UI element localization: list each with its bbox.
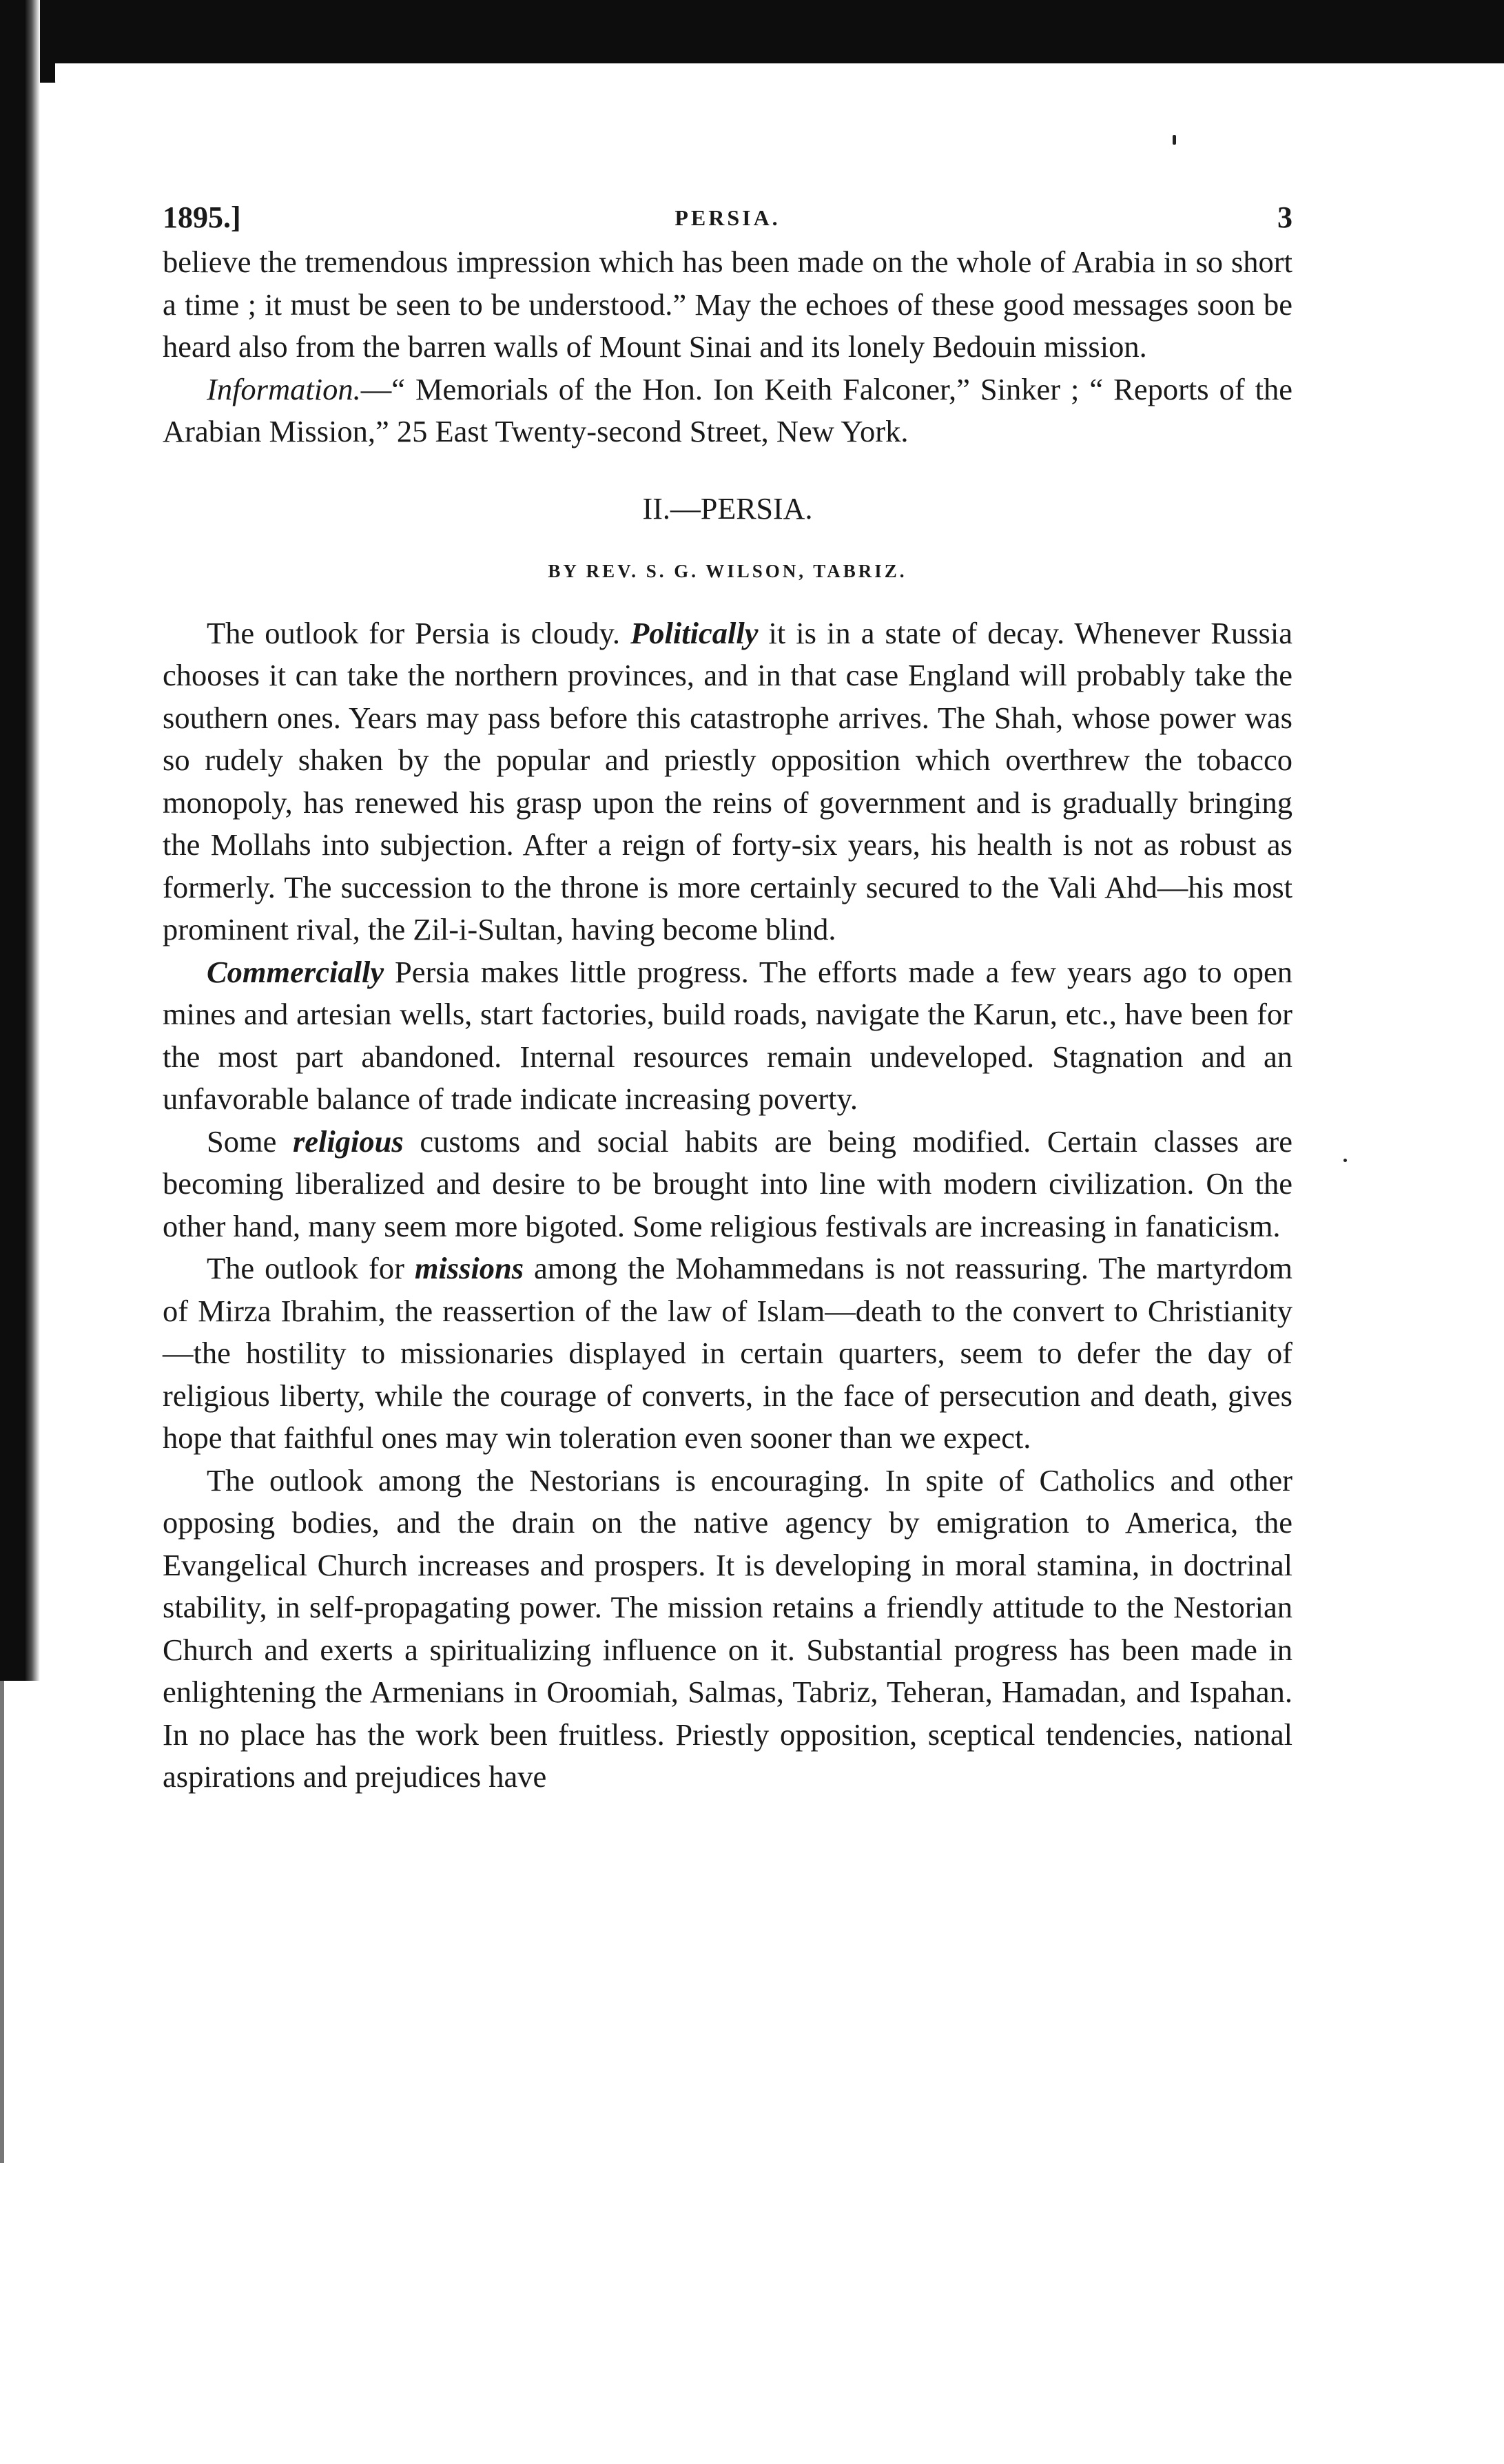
scan-speck bbox=[1343, 1159, 1347, 1162]
arabia-continuation-paragraph: believe the tremendous impression which has been made on the whole of Arabia in so short a time ; it must be seen to be understood.” May the echoes of these good messages soon be heard also from the barren walls of Mount Sinai and its lonely Bedouin mission. bbox=[163, 245, 1292, 364]
paragraph-emphasis: missions bbox=[414, 1251, 524, 1285]
paragraph-missions bbox=[163, 1247, 1292, 1460]
scan-border-inner bbox=[55, 63, 1504, 91]
paragraph-emphasis: religious bbox=[292, 1124, 404, 1159]
scan-speck bbox=[1173, 135, 1176, 145]
information-paragraph bbox=[163, 369, 1292, 453]
page-number: 3 bbox=[1277, 200, 1292, 234]
information-text: —“ Memorials of the Hon. Ion Keith Falconer,” Sinker ; “ Reports of the Arabian Mission,” 25 East Twenty-second Street, New York. bbox=[163, 371, 1292, 448]
running-head-title: PERSIA. bbox=[674, 205, 781, 230]
section-byline: BY REV. S. G. WILSON, TABRIZ. bbox=[548, 560, 907, 581]
paragraph-text: The outlook among the Nestorians is encouraging. In spite of Catholics and other opposing bodies, and the drain on the native agency by emigration to America, the Evangelical Church increases and prospers. It is developing in moral stamina, in doctrinal stability, in self-propagating power. The mission retains a friendly attitude to the Nestorian Church and exerts a spiritualizing influence on it. Substantial progress has been made in enlightening the Armenians in Oroomiah, Salmas, Tabriz, Teheran, Hamadan, and Ispahan. In no place has the work been fruitless. Priestly opposition, sceptical tendencies, national aspirations and prejudices have bbox=[163, 1462, 1292, 1794]
paragraph-text: among the Mohammedans is not reassuring. The martyrdom of Mirza Ibrahim, the reassertion of the law of Islam—death to the convert to Christianity—the hostility to missionaries displayed in certain quarters, seem to defer the day of religious liberty, while the courage of converts, in the face of persecution and death, gives hope that faithful ones may win toleration even sooner than we expect. bbox=[163, 1251, 1292, 1455]
paragraph-emphasis: Politically bbox=[630, 615, 759, 650]
paragraph-text: customs and social habits are being modified. Certain classes are becoming liberalized and desire to be brought into line with modern civilization. On the other hand, many seem more bigoted. Some religious festivals are increasing in fanaticism. bbox=[163, 1124, 1292, 1243]
paragraph-emphasis: Commercially bbox=[207, 954, 384, 989]
paragraph-text: The outlook for bbox=[207, 1251, 415, 1285]
running-head-year: 1895.] bbox=[163, 200, 241, 234]
paragraph-nestorians bbox=[163, 1460, 1292, 1799]
paragraph-text: Persia makes little progress. The efforts made a few years ago to open mines and artesian wells, start factories, build roads, navigate the Karun, etc., have been for the most part abandoned. Internal resources remain undeveloped. Stagnation and an unfavorable balance of trade indicate increasing poverty. bbox=[163, 954, 1292, 1116]
scan-border-left-lower bbox=[0, 1681, 4, 2163]
paragraph-text: The outlook for Persia is cloudy. bbox=[207, 615, 631, 650]
book-page bbox=[163, 186, 1292, 1799]
paragraph-commercially bbox=[163, 951, 1292, 1121]
running-head bbox=[163, 186, 1292, 241]
paragraph-text: Some bbox=[207, 1124, 293, 1159]
section-heading: II.—PERSIA. bbox=[642, 491, 813, 526]
scan-border-left bbox=[0, 0, 40, 1681]
paragraph-text: it is in a state of decay. Whenever Russia chooses it can take the northern provinces, and in that case England will probably take the southern ones. Years may pass before this catastrophe arrives. The Shah, whose power was so rudely shaken by the popular and priestly opposition which overthrew the tobacco monopoly, has renewed his grasp upon the reins of government and is gradually bringing the Mollahs into subjection. After a reign of forty-six years, his health is not as robust as formerly. The succession to the throne is more certainly secured to the Vali Ahd—his most prominent rival, the Zil-i-Sultan, having become blind. bbox=[163, 615, 1292, 946]
paragraph-politically bbox=[163, 612, 1292, 951]
information-lead: Information. bbox=[207, 371, 361, 406]
page-body bbox=[163, 241, 1292, 1799]
paragraph-religious bbox=[163, 1121, 1292, 1248]
